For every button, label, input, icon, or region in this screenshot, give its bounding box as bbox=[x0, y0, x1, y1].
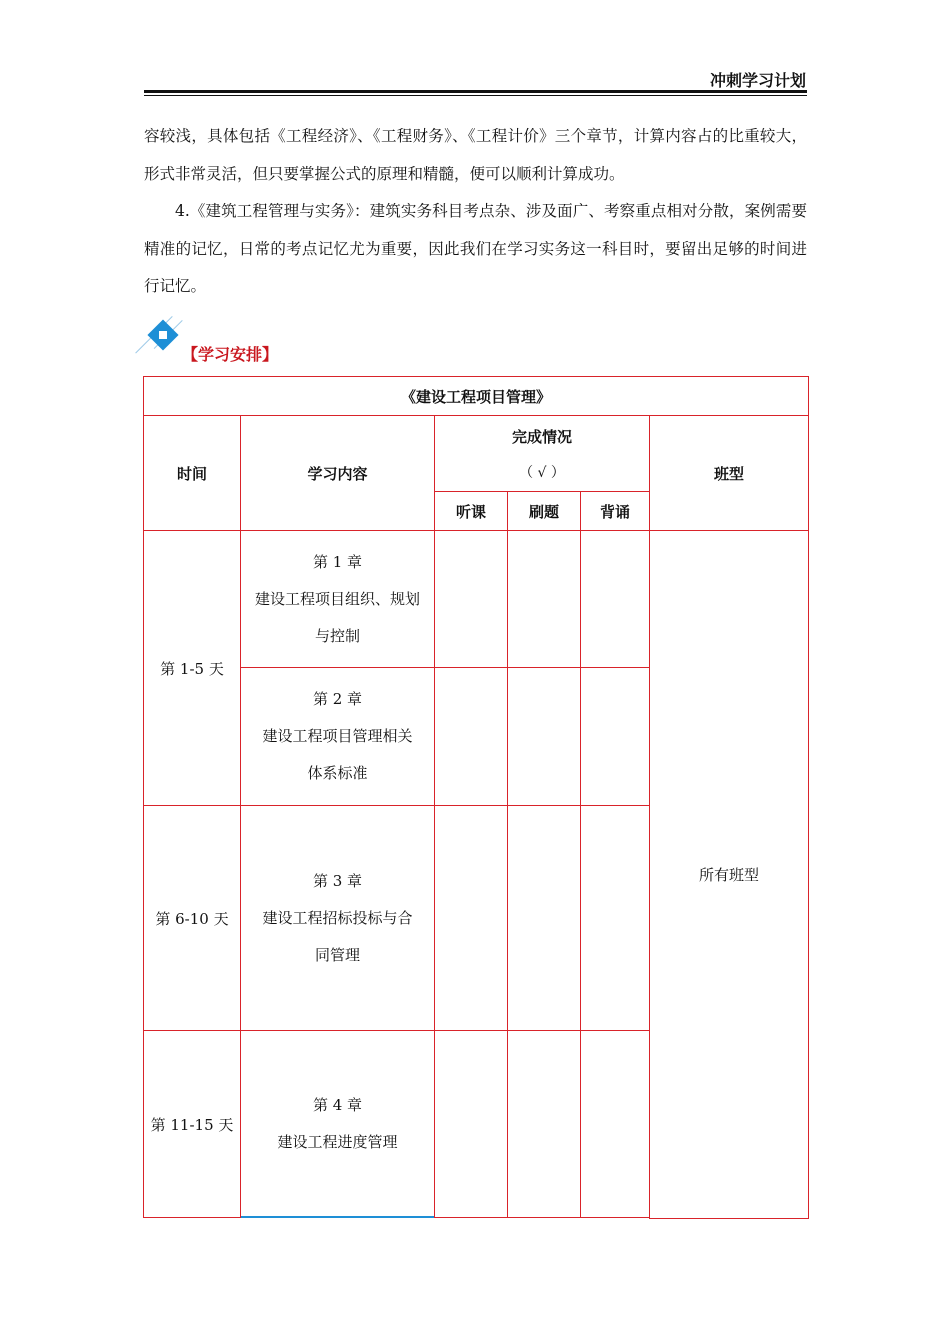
check-cell[interactable] bbox=[581, 531, 650, 668]
chapter-title-line: 同管理 bbox=[314, 945, 360, 964]
header-check-mark: （ √ ） bbox=[519, 464, 565, 481]
header-recite: 背诵 bbox=[581, 492, 650, 531]
section-label: 【学习安排】 bbox=[182, 345, 279, 364]
paragraph-2: 4.《建筑工程管理与实务》：建筑实务科目考点杂、涉及面广、考察重点相对分散，案例需要精准的记忆，日常的考点记忆尤为重要，因此我们在学习实务这一科目时，要留出足够的时间进行记忆。 bbox=[144, 202, 807, 295]
selection-underline bbox=[241, 1216, 434, 1218]
check-cell[interactable] bbox=[581, 1031, 650, 1218]
check-cell[interactable] bbox=[581, 806, 650, 1031]
chapter-title-line: 建设工程进度管理 bbox=[277, 1133, 398, 1151]
chapter-title-line: 体系标准 bbox=[307, 764, 368, 782]
check-cell[interactable] bbox=[508, 806, 581, 1031]
header-time: 时间 bbox=[144, 416, 241, 531]
book-glyph-icon bbox=[159, 331, 167, 339]
paragraph-1: 容较浅，具体包括《工程经济》、《工程财务》、《工程计价》三个章节，计算内容占的比重较大，形式非常灵活，但只要掌握公式的原理和精髓，便可以顺利计算成功。 bbox=[144, 127, 807, 183]
page-header-title: 冲刺学习计划 bbox=[709, 71, 806, 90]
table-title: 《建设工程项目管理》 bbox=[144, 377, 809, 416]
content-cell bbox=[241, 1031, 435, 1218]
check-cell[interactable] bbox=[508, 1031, 581, 1218]
time-cell: 第 1-5 天 bbox=[144, 531, 241, 806]
chapter-number: 第 2 章 bbox=[312, 690, 363, 708]
chapter-title-line: 建设工程项目组织、规划 bbox=[254, 589, 420, 608]
check-cell[interactable] bbox=[435, 668, 508, 806]
chapter-number: 第 1 章 bbox=[312, 552, 363, 571]
header-completion-label: 完成情况 bbox=[511, 427, 572, 446]
check-cell[interactable] bbox=[508, 668, 581, 806]
content-cell bbox=[241, 668, 435, 806]
chapter-title-line: 建设工程招标投标与合 bbox=[262, 908, 413, 927]
header-rule-thick bbox=[144, 90, 807, 93]
check-cell[interactable] bbox=[581, 668, 650, 806]
check-cell[interactable] bbox=[435, 531, 508, 668]
time-cell: 第 6-10 天 bbox=[144, 806, 241, 1031]
study-plan-table bbox=[143, 376, 809, 1219]
check-cell[interactable] bbox=[435, 806, 508, 1031]
header-practice: 刷题 bbox=[508, 492, 581, 531]
content-cell bbox=[241, 806, 435, 1031]
header-content: 学习内容 bbox=[241, 416, 435, 531]
content-cell bbox=[241, 531, 435, 668]
check-cell[interactable] bbox=[435, 1031, 508, 1218]
check-cell[interactable] bbox=[508, 531, 581, 668]
header-class-type: 班型 bbox=[650, 416, 809, 531]
chapter-number: 第 4 章 bbox=[312, 1096, 363, 1114]
section-heading bbox=[146, 312, 346, 362]
chapter-title-line: 建设工程项目管理相关 bbox=[262, 727, 413, 745]
chapter-title-line: 与控制 bbox=[314, 626, 360, 645]
body-text bbox=[144, 118, 807, 306]
time-cell: 第 11-15 天 bbox=[144, 1031, 241, 1218]
header-rule-thin bbox=[144, 95, 807, 96]
header-listen: 听课 bbox=[435, 492, 508, 531]
header-completion bbox=[435, 416, 650, 492]
chapter-number: 第 3 章 bbox=[312, 871, 363, 890]
class-type-cell: 所有班型 bbox=[650, 531, 809, 1219]
